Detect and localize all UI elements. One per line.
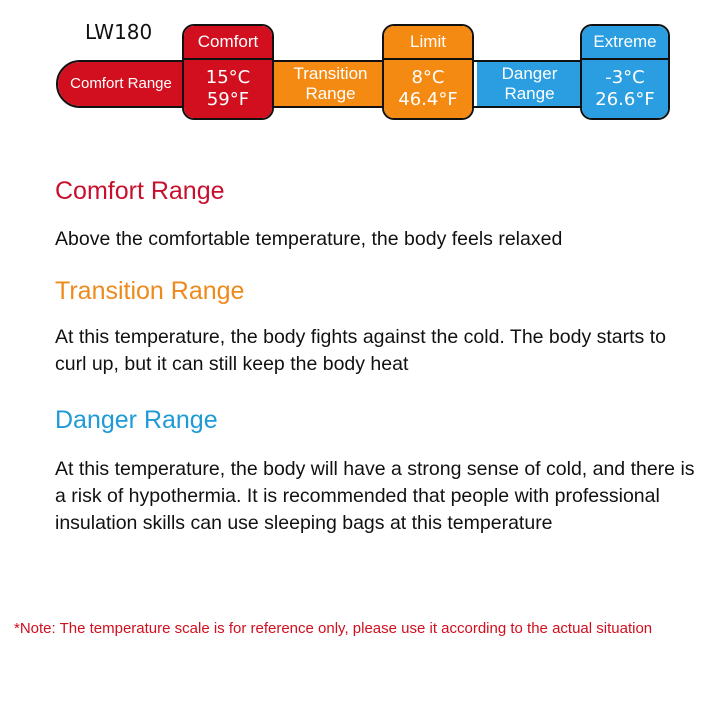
comfort-celsius: 15°C	[205, 67, 251, 88]
extreme-label: Extreme	[582, 26, 668, 60]
limit-celsius: 8°C	[411, 67, 445, 88]
reference-note: *Note: The temperature scale is for reference only, please use it according to the actual situation	[14, 620, 653, 637]
comfort-temperature-box	[182, 24, 274, 120]
transition-range-label-line2: Range	[305, 84, 356, 103]
comfort-label: Comfort	[184, 26, 272, 60]
comfort-fahrenheit: 59°F	[206, 89, 250, 110]
comfort-range-description: Above the comfortable temperature, the body feels relaxed	[55, 228, 563, 250]
limit-temperature-box	[382, 24, 474, 120]
transition-range-description: At this temperature, the body fights against the cold. The body starts to curl up, but it can still keep the body heat	[55, 326, 666, 375]
transition-range-label-line1: Transition	[293, 64, 368, 83]
danger-range-title: Danger Range	[55, 406, 218, 434]
extreme-fahrenheit: 26.6°F	[595, 89, 655, 110]
danger-range-description: At this temperature, the body will have a strong sense of cold, and there is a risk of hypothermia. It is recommended that people with professional insulation skills can use sleeping bags at this temperature	[55, 458, 695, 534]
model-name: LW180	[85, 20, 153, 44]
limit-fahrenheit: 46.4°F	[398, 89, 458, 110]
limit-label: Limit	[384, 26, 472, 60]
transition-range-title: Transition Range	[55, 277, 245, 305]
danger-range-segment	[477, 62, 582, 106]
transition-range-segment	[274, 62, 387, 106]
extreme-celsius: -3°C	[605, 67, 645, 88]
temperature-scale-bar	[56, 60, 670, 108]
danger-range-label-line1: Danger	[501, 64, 558, 83]
extreme-temperature-box	[580, 24, 670, 120]
comfort-range-title: Comfort Range	[55, 177, 225, 205]
comfort-range-segment: Comfort Range	[58, 62, 184, 106]
danger-range-label-line2: Range	[504, 84, 555, 103]
